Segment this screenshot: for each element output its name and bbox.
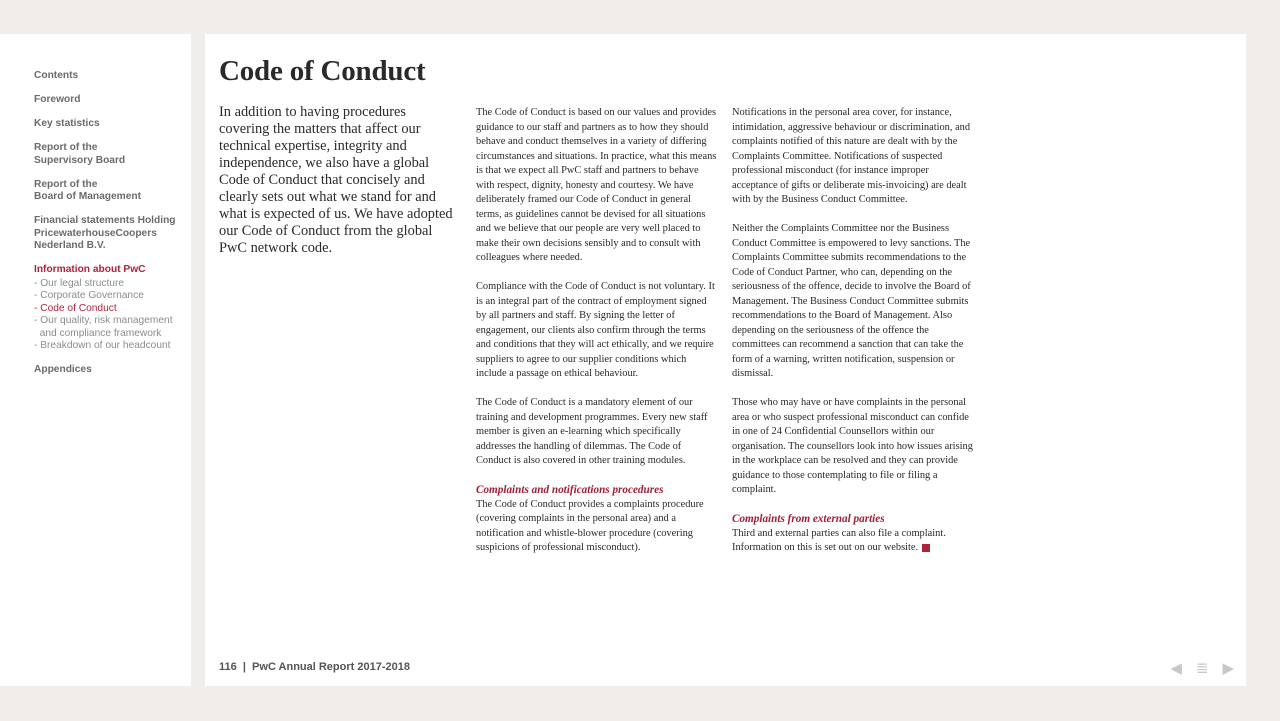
nav-item-financial-statements[interactable]: Financial statements Holding PricewaterhouseCoopers Nederland B.V. bbox=[34, 215, 176, 251]
paragraph: The Code of Conduct is based on our values and provides guidance to our staff and partners as to how they should behave and conduct themselves in a variety of differing circumstances and situations. In practice, what this means is that we expect all PwC staff and partners to behave with respect, dignity, honesty and courtesy. We have deliberately framed our Code of Conduct in general terms, as guidelines cannot be devised for all situations and we believe that our people are very well placed to make their own decisions sensibly and to consult with colleagues where needed. bbox=[476, 107, 717, 263]
page-footer: 116 | PwC Annual Report 2017-2018 bbox=[219, 661, 410, 673]
paragraph: Compliance with the Code of Conduct is not voluntary. It is an integral part of the contract of employment signed by all partners and staff. By signing the letter of engagement, our clients also confirm through the terms and conditions that they will act ethically, and we require suppliers to agree to our supplier conditions which include a passage on ethical behaviour. bbox=[476, 281, 715, 379]
text-column-2 bbox=[476, 106, 719, 570]
nav-subitem-corporate-governance[interactable]: - Corporate Governance bbox=[34, 290, 144, 301]
nav-item-contents[interactable]: Contents bbox=[34, 70, 79, 81]
page-navigation bbox=[1170, 659, 1234, 677]
menu-icon[interactable]: ≣ bbox=[1195, 659, 1209, 677]
next-page-icon[interactable]: ▶ bbox=[1222, 659, 1234, 677]
nav-item-board-of-management[interactable]: Report of the Board of Management bbox=[34, 178, 141, 202]
page-title: Code of Conduct bbox=[219, 55, 426, 87]
sidebar-nav bbox=[34, 70, 184, 377]
paragraph-text: Third and external parties can also file a complaint. Information on this is set out on our website. bbox=[732, 527, 946, 553]
paragraph: The Code of Conduct is a mandatory element of our training and development programmes. Every new staff member is given an e-learning which specifically addresses the handling of dilemmas. The Code of Conduct is also covered in other training modules. bbox=[476, 397, 708, 466]
section-heading: Complaints and notifications procedures bbox=[476, 484, 664, 496]
paragraph: Neither the Complaints Committee nor the Business Conduct Committee is empowered to levy sanctions. The Complaints Committee submits recommendations to the Code of Conduct Partner, who can, depending on the seriousness of the offence, decide to involve the Board of Management. The Business Conduct Committee submits recommendations to the Board of Management. Also depending on the seriousness of the offence the committees can recommend a sanction that can take the form of a warning, written notification, suspension or dismissal. bbox=[732, 223, 971, 379]
nav-subitem-headcount[interactable]: - Breakdown of our headcount bbox=[34, 340, 171, 351]
nav-item-information-about-pwc[interactable]: Information about PwC bbox=[34, 264, 146, 275]
paragraph: The Code of Conduct provides a complaints procedure (covering complaints in the personal area) and a notification and whistle-blower procedure (covering suspicions of professional misconduct). bbox=[476, 498, 704, 553]
previous-page-icon[interactable]: ◀ bbox=[1170, 659, 1182, 677]
nav-item-key-statistics[interactable]: Key statistics bbox=[34, 118, 100, 129]
paragraph-final bbox=[732, 527, 975, 556]
text-column-3 bbox=[732, 106, 975, 570]
nav-subitem-code-of-conduct[interactable]: - Code of Conduct bbox=[34, 302, 117, 314]
section-heading: Complaints from external parties bbox=[732, 513, 885, 525]
sidebar bbox=[0, 34, 191, 686]
nav-subitem-legal-structure[interactable]: - Our legal structure bbox=[34, 277, 125, 289]
nav-subitem-quality-risk[interactable]: - Our quality, risk management and compliance framework bbox=[34, 315, 173, 339]
intro-paragraph: In addition to having procedures covering the matters that affect our technical expertise, integrity and independence, we also have a global Code of Conduct that concisely and clearly sets out what we stand for and what is expected of us. We have adopted our Code of Conduct from the global PwC network code. bbox=[219, 104, 453, 256]
paragraph: Notifications in the personal area cover, for instance, intimidation, aggressive behaviour or discrimination, and complaints notified of this nature are dealt with by the Complaints Committee. Notifications of suspected professional misconduct (for instance improper acceptance of gifts or deliberate mis-invoicing) are dealt with by the Business Conduct Committee. bbox=[732, 107, 971, 205]
paragraph: Those who may have or have complaints in the personal area or who suspect professional misconduct can confide in one of 24 Confidential Counsellors within our organisation. The counsellors look into how issues arising in the workplace can be resolved and they can provide guidance to those contemplating to file or filing a complaint. bbox=[732, 397, 973, 495]
end-mark-icon bbox=[922, 544, 930, 552]
page-content bbox=[205, 34, 1246, 686]
nav-item-appendices[interactable]: Appendices bbox=[34, 364, 92, 375]
nav-item-supervisory-board[interactable]: Report of the Supervisory Board bbox=[34, 142, 126, 166]
nav-item-foreword[interactable]: Foreword bbox=[34, 94, 81, 105]
